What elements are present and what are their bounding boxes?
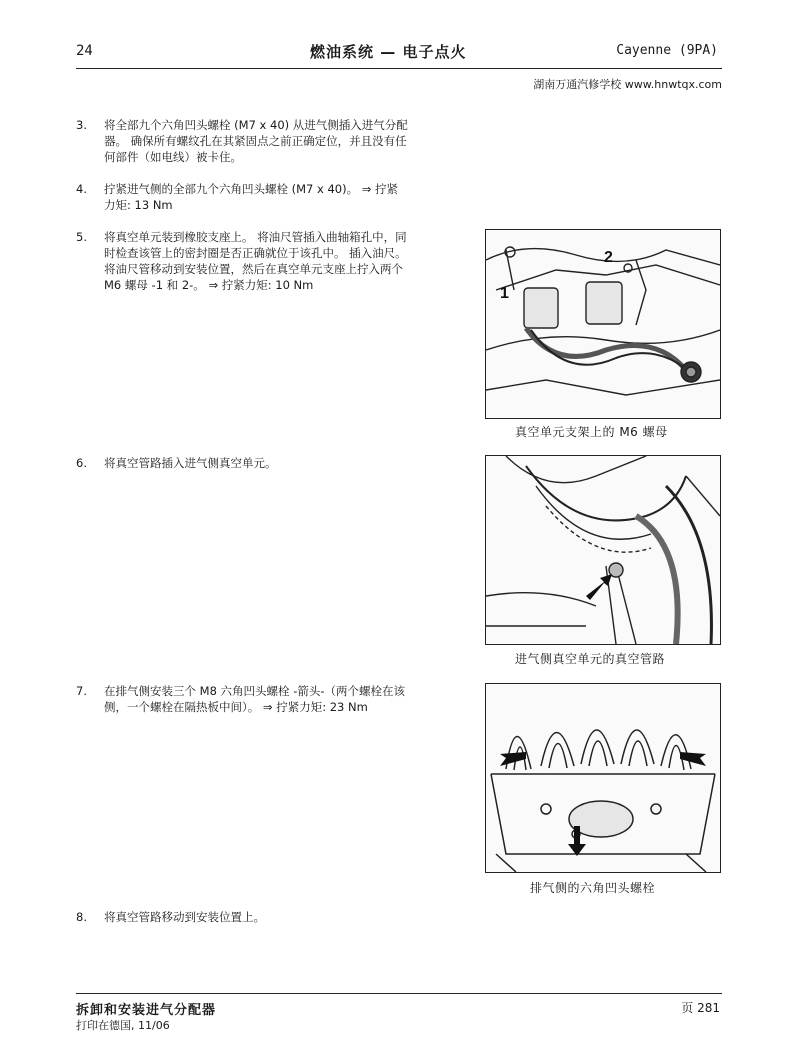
footer-page-number: 页 281 bbox=[681, 1001, 720, 1015]
school-watermark: 湖南万通汽修学校 www.hnwtqx.com bbox=[533, 78, 722, 91]
step-text: 将真空管路插入进气侧真空单元。 bbox=[104, 456, 277, 470]
figure-caption: 进气侧真空单元的真空管路 bbox=[515, 652, 666, 666]
step-number: 7. bbox=[76, 684, 87, 698]
label-2: 2 bbox=[604, 249, 613, 266]
engine-illustration-1 bbox=[486, 230, 720, 418]
vehicle-model: Cayenne (9PA) bbox=[616, 43, 718, 58]
step-number: 5. bbox=[76, 230, 87, 244]
step-text: 在排气侧安装三个 M8 六角凹头螺栓 -箭头-（两个螺栓在该 侧，一个螺栓在隔热板中间）。 ⇒ 拧紧力矩: 23 Nm bbox=[104, 684, 406, 714]
label-1: 1 bbox=[500, 285, 509, 302]
footer-print-info: 打印在德国, 11/06 bbox=[76, 1019, 170, 1032]
figure-caption: 排气侧的六角凹头螺栓 bbox=[530, 881, 656, 895]
figure-vacuum-line bbox=[485, 455, 721, 645]
engine-illustration-3 bbox=[486, 684, 720, 872]
page-number: 24 bbox=[76, 43, 93, 59]
figure-exhaust-side-bolts bbox=[485, 683, 721, 873]
step-number: 4. bbox=[76, 182, 87, 196]
figure-vacuum-unit-nuts bbox=[485, 229, 721, 419]
step-text: 拧紧进气侧的全部九个六角凹头螺栓 (M7 x 40)。 ⇒ 拧紧 力矩: 13 Nm bbox=[104, 182, 399, 212]
step-7 bbox=[76, 683, 476, 715]
step-6 bbox=[76, 455, 476, 471]
arrow-icon-left bbox=[500, 752, 526, 766]
footer-section-title: 拆卸和安装进气分配器 bbox=[76, 1003, 217, 1018]
step-number: 3. bbox=[76, 118, 87, 132]
engine-illustration-2 bbox=[486, 456, 720, 644]
figure-caption: 真空单元支架上的 M6 螺母 bbox=[515, 425, 668, 439]
step-number: 6. bbox=[76, 456, 87, 470]
page-header-title: 燃油系统 — 电子点火 bbox=[310, 43, 467, 61]
step-8 bbox=[76, 909, 476, 925]
step-text: 将全部九个六角凹头螺栓 (M7 x 40) 从进气侧插入进气分配 器。 确保所有螺纹孔在其紧固点之前正确定位，并且没有任 何部件（如电线）被卡住。 bbox=[104, 118, 408, 164]
step-4 bbox=[76, 181, 476, 213]
step-5 bbox=[76, 229, 476, 293]
step-text: 将真空管路移动到安装位置上。 bbox=[104, 910, 265, 924]
footer-rule bbox=[76, 993, 722, 994]
arrow-icon-right bbox=[680, 752, 706, 766]
step-3 bbox=[76, 117, 476, 165]
step-number: 8. bbox=[76, 910, 87, 924]
header-rule bbox=[76, 68, 722, 69]
step-text: 将真空单元装到橡胶支座上。 将油尺管插入曲轴箱孔中，同 时检查该管上的密封圈是否正确就位于该孔中。 插入油尺。 将油尺管移动到安装位置，然后在真空单元支座上拧入两个 M6 螺母 -1 和 2-。 ⇒ 拧紧力矩: 10 Nm bbox=[104, 230, 407, 292]
